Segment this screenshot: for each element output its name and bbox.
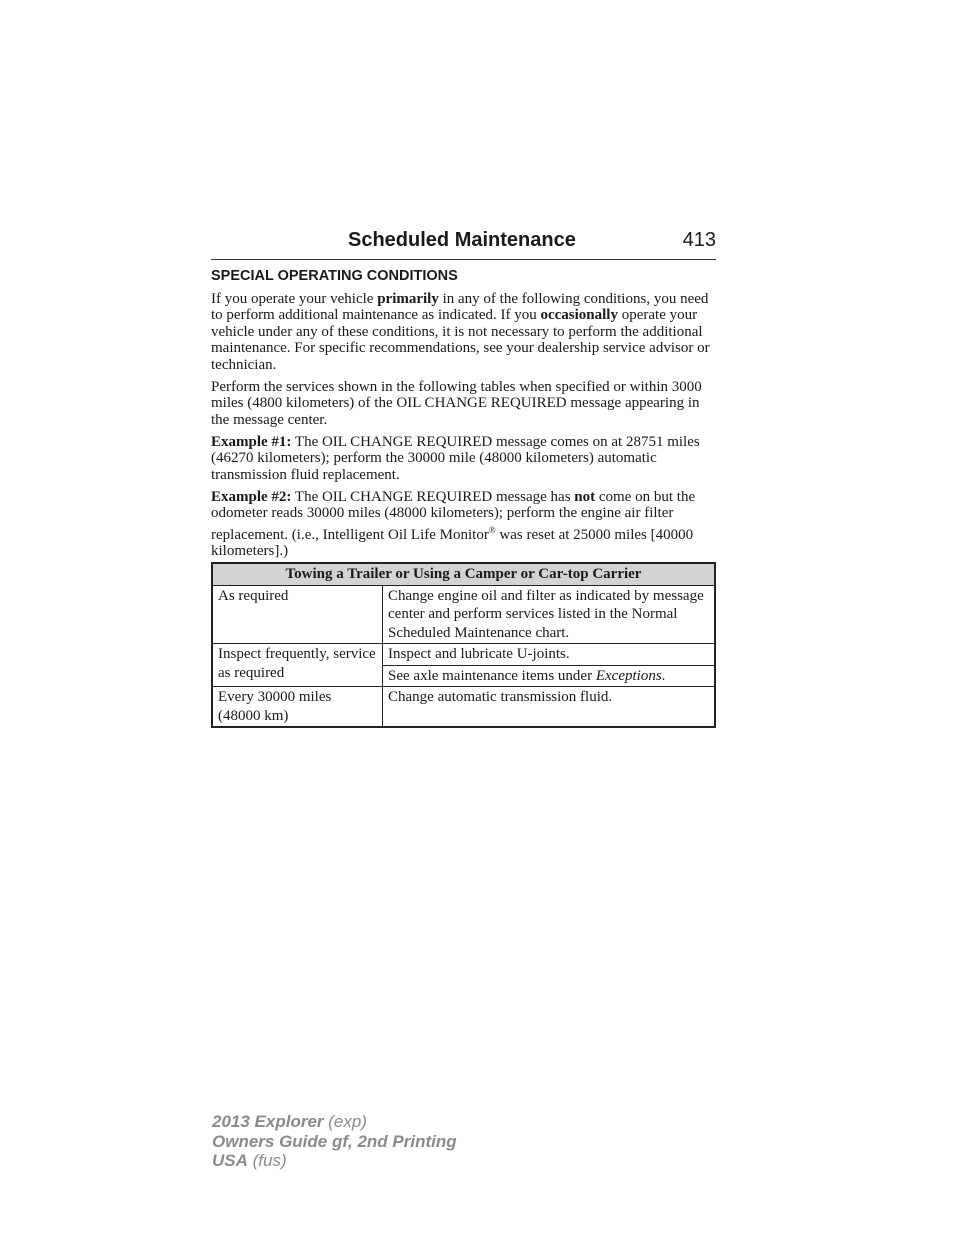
- action-period: .: [661, 667, 666, 684]
- page-number: 413: [682, 229, 716, 251]
- intro-text-3: operate your vehicle under any of these conditions, it is not necessary to perform the additional maintenance. For specific recommendations, see your dealership service advisor or technician.: [211, 307, 710, 373]
- footer-line-2: Owners Guide gf, 2nd Printing: [212, 1131, 457, 1151]
- footer-line-1: [212, 1112, 457, 1132]
- table-header-row: [212, 563, 715, 585]
- page-title: Scheduled Maintenance: [348, 229, 576, 251]
- table-row: [212, 687, 715, 728]
- action-cell: [383, 665, 716, 687]
- intro-paragraph: [211, 291, 716, 373]
- example-2-bold-not: not: [574, 489, 596, 505]
- table-row: [212, 644, 715, 666]
- action-text: See axle maintenance items under: [388, 667, 596, 684]
- footer-model: 2013 Explorer: [212, 1112, 324, 1131]
- example-1-text: The OIL CHANGE REQUIRED message comes on at 28751 miles (46270 kilometers); perform the 30000 mile (48000 kilometers) automatic transmission fluid replacement.: [211, 434, 700, 483]
- footer-market: USA: [212, 1151, 248, 1170]
- action-cell: Change automatic transmission fluid.: [383, 687, 716, 728]
- footer-model-code: (exp): [323, 1112, 367, 1131]
- footer-market-code: (fus): [247, 1151, 287, 1170]
- page-header: [211, 229, 716, 260]
- document-footer: [212, 1112, 457, 1171]
- table-row: [212, 585, 715, 644]
- example-1-paragraph: [211, 434, 716, 483]
- action-cell: Inspect and lubricate U-joints.: [383, 644, 716, 666]
- interval-cell: As required: [212, 585, 383, 644]
- services-paragraph: Perform the services shown in the following tables when specified or within 3000 miles (4800 kilometers) of the OIL CHANGE REQUIRED message appearing in the message center.: [211, 379, 702, 428]
- intro-text-1: If you operate your vehicle: [211, 291, 378, 307]
- intro-bold-primarily: primarily: [377, 291, 439, 307]
- example-2-text-1: The OIL CHANGE REQUIRED message has: [291, 489, 575, 505]
- intro-text-2: in any of the following conditions, you need to perform additional maintenance as indicated. If you: [211, 291, 709, 324]
- interval-cell: Inspect frequently, service as required: [212, 644, 383, 687]
- registered-mark: ®: [488, 524, 496, 535]
- table-header: Towing a Trailer or Using a Camper or Car-top Carrier: [212, 563, 715, 585]
- example-2-paragraph: [211, 489, 716, 560]
- action-cell: Change engine oil and filter as indicated by message center and perform services listed in the Normal Scheduled Maintenance chart.: [383, 585, 716, 644]
- section-heading: SPECIAL OPERATING CONDITIONS: [211, 268, 458, 284]
- interval-cell: Every 30000 miles (48000 km): [212, 687, 383, 728]
- exceptions-reference: Exceptions: [595, 667, 662, 684]
- example-2-text-3: was reset at 25000 miles [40000 kilometers].): [211, 526, 694, 560]
- towing-maintenance-table: [211, 562, 716, 728]
- footer-line-3: [212, 1151, 457, 1171]
- example-2-label: Example #2:: [211, 489, 292, 505]
- example-2-text-2: come on but the odometer reads 30000 miles (48000 kilometers); perform the engine air filter replacement. (i.e., Intelligent Oil Life Monitor: [211, 489, 696, 543]
- intro-bold-occasionally: occasionally: [540, 307, 618, 324]
- example-1-label: Example #1:: [211, 434, 292, 450]
